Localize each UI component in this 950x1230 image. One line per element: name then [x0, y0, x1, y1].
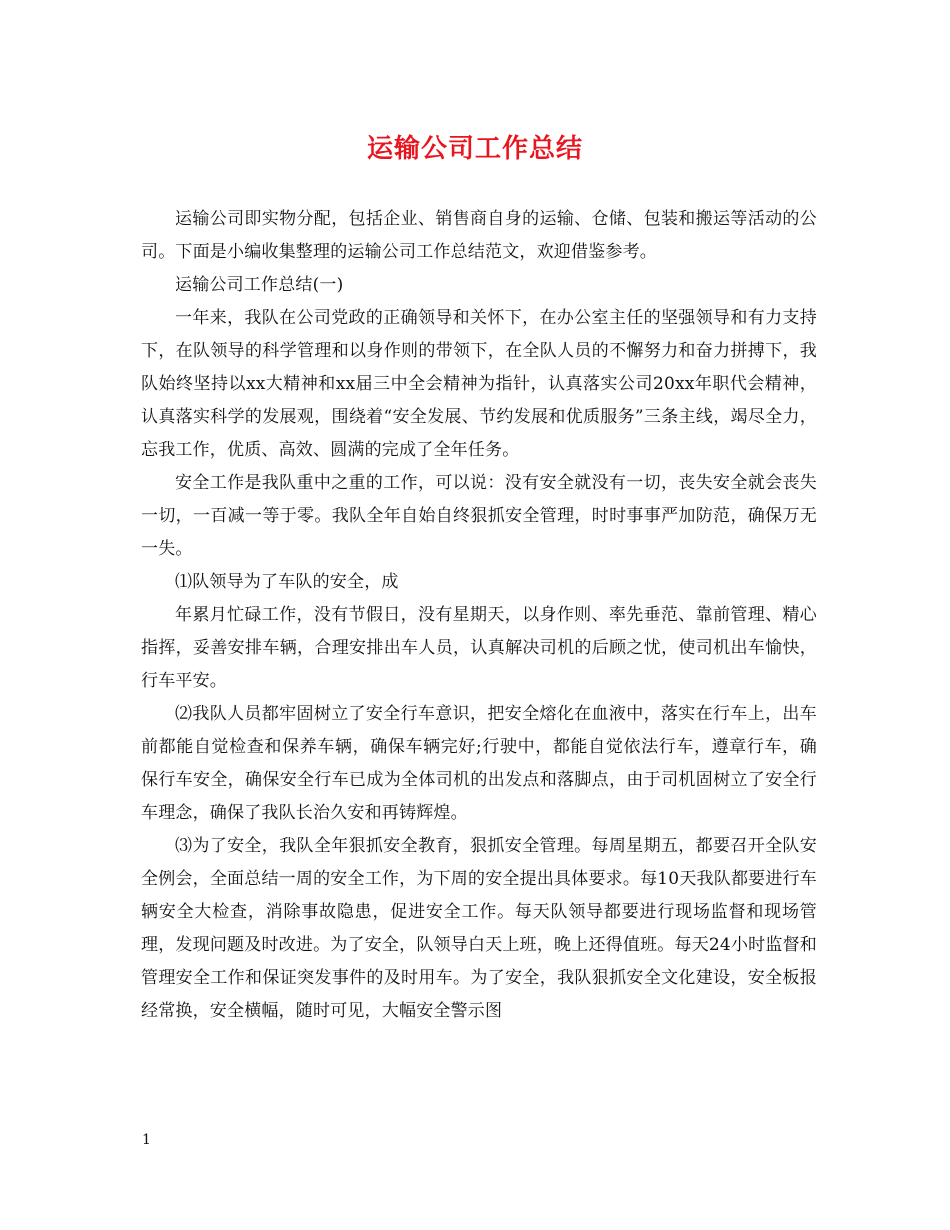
- list-item: ⑴队领导为了车队的安全，成: [175, 572, 399, 592]
- body-paragraph: 运输公司即实物分配，包括企业、销售商自身的运输、仓储、包装和搬运等活动的公司。下面是小编收集整理的运输公司工作总结范文，欢迎借鉴参考。: [141, 209, 817, 262]
- document-body: [141, 203, 817, 1028]
- page-number: 1: [142, 1132, 151, 1148]
- list-item: ⑵我队人员都牢固树立了安全行车意识，把安全熔化在血液中，落实在行车上，出车前都能自觉检查和保养车辆，确保车辆完好;行驶中，都能自觉依法行车，遵章行车，确保行车安全，确保安全行车已成为全体司机的出发点和落脚点，由于司机固树立了安全行车理念，确保了我队长治久安和再铸辉煌。: [141, 704, 817, 823]
- body-paragraph: 年累月忙碌工作，没有节假日，没有星期天，以身作则、率先垂范、靠前管理、精心指挥，妥善安排车辆，合理安排出车人员，认真解决司机的后顾之忧，使司机出车愉快，行车平安。: [141, 605, 817, 691]
- section-heading: 运输公司工作总结(一): [175, 275, 344, 295]
- document-title: 运输公司工作总结: [366, 134, 583, 164]
- body-paragraph: 一年来，我队在公司党政的正确领导和关怀下，在办公室主任的坚强领导和有力支持下，在队领导的科学管理和以身作则的带领下，在全队人员的不懈努力和奋力拼搏下，我队始终坚持以xx大精神和xx届三中全会精神为指针，认真落实公司20xx年职代会精神，认真落实科学的发展观，围绕着“安全发展、节约发展和优质服务”三条主线，竭尽全力，忘我工作，优质、高效、圆满的完成了全年任务。: [141, 308, 817, 460]
- list-item: ⑶为了安全，我队全年狠抓安全教育，狠抓安全管理。每周星期五，都要召开全队安全例会，全面总结一周的安全工作，为下周的安全提出具体要求。每10天我队都要进行车辆安全大检查，消除事故隐患，促进安全工作。每天队领导都要进行现场监督和现场管理，发现问题及时改进。为了安全，队领导白天上班，晚上还得值班。每天24小时监督和管理安全工作和保证突发事件的及时用车。为了安全，我队狠抓安全文化建设，安全板报经常换，安全横幅，随时可见，大幅安全警示图: [141, 836, 817, 1021]
- body-paragraph: 安全工作是我队重中之重的工作，可以说：没有安全就没有一切，丧失安全就会丧失一切，一百减一等于零。我队全年自始自终狠抓安全管理，时时事事严加防范，确保万无一失。: [141, 473, 817, 559]
